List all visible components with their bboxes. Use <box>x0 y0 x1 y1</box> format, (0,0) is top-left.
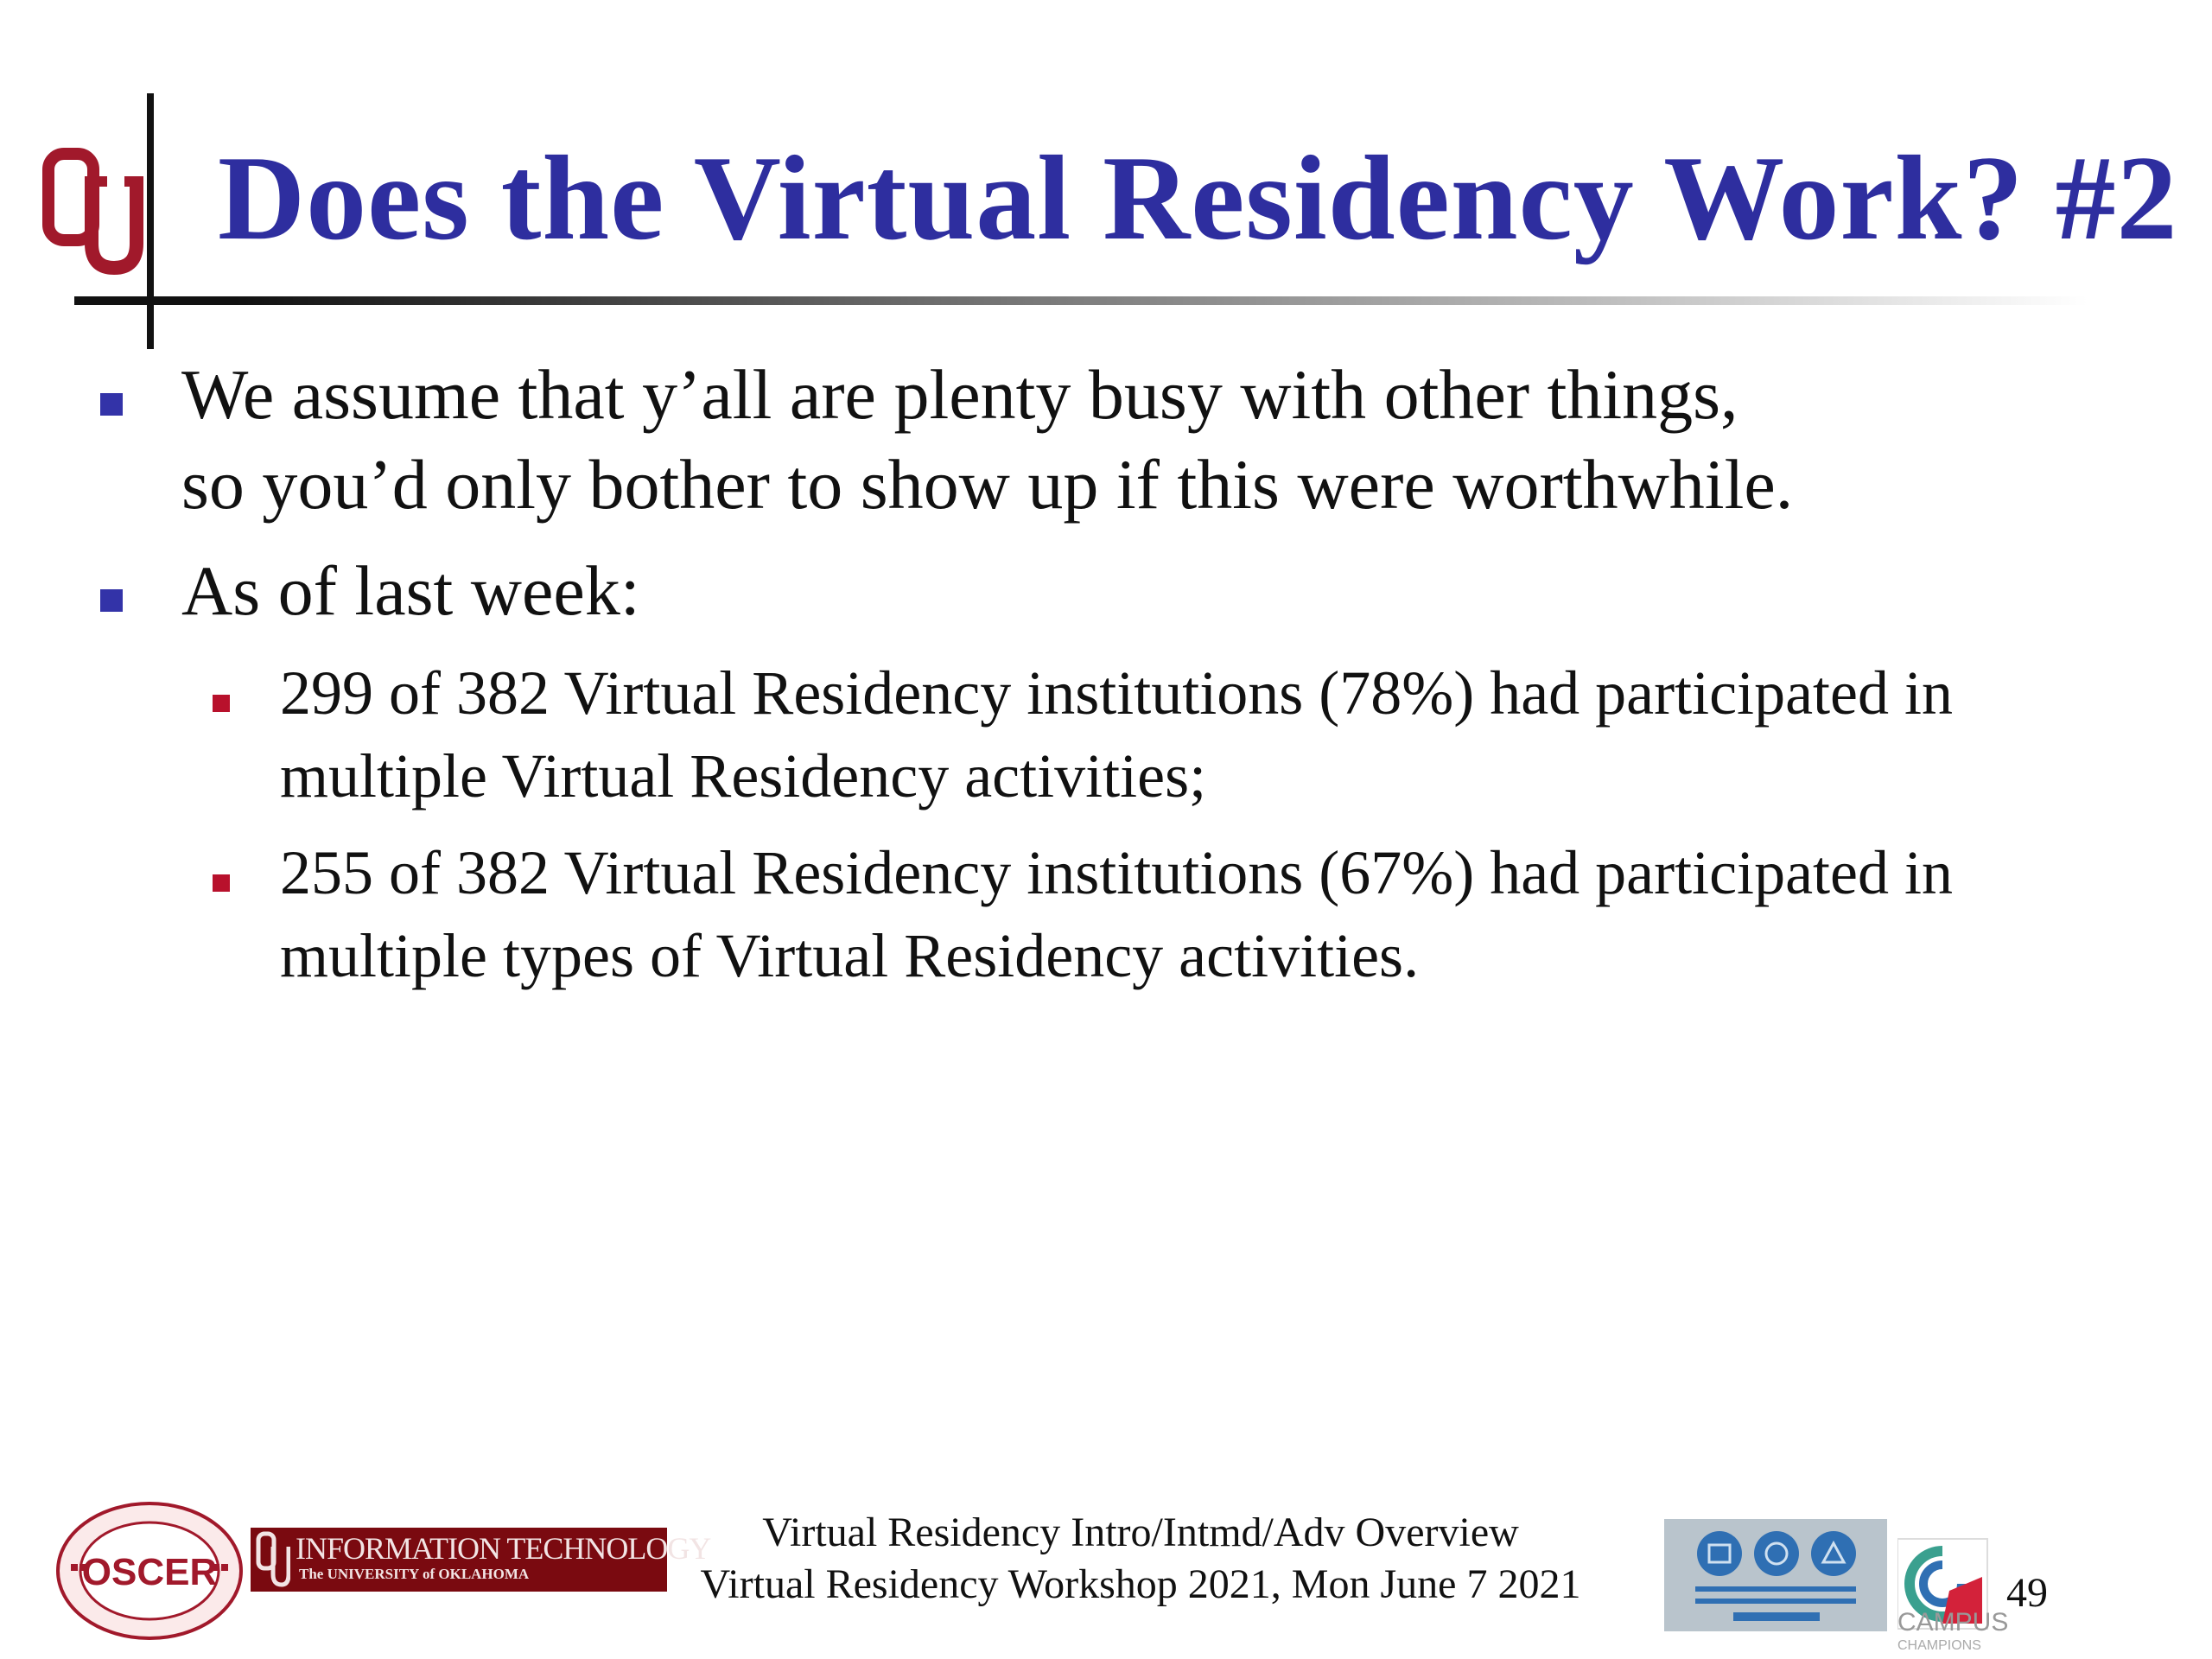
oscer-logo-text: OSCER <box>81 1551 218 1593</box>
aci-ref-logo-icon <box>1664 1519 1887 1631</box>
sub-bullet-line: multiple Virtual Residency activities; <box>280 741 1207 810</box>
sub-bullet-line: multiple types of Virtual Residency activities. <box>280 921 1420 990</box>
it-logo-subtitle: The UNIVERSITY of OKLAHOMA <box>299 1566 530 1582</box>
it-logo-title: INFORMATION TECHNOLOGY <box>296 1531 711 1566</box>
ou-small-icon <box>256 1531 290 1588</box>
bullet-item <box>181 546 640 636</box>
sub-bullet-item <box>280 652 1953 817</box>
bullet-item <box>181 350 1793 530</box>
footer-line-2: Virtual Residency Workshop 2021, Mon June 7 2021 <box>700 1561 1581 1607</box>
it-logo <box>251 1528 711 1592</box>
slide-title: Does the Virtual Residency Work? #2 <box>218 131 2178 265</box>
bullet-line: so you’d only bother to show up if this were worthwhile. <box>181 445 1794 524</box>
oscer-logo-icon <box>54 1500 245 1642</box>
header-horizontal-rule <box>74 296 2088 305</box>
sub-bullet-line: 299 of 382 Virtual Residency institutions (78%) had participated in <box>280 658 1953 728</box>
sub-bullet-marker <box>213 695 230 712</box>
campus-champions-subtitle: CHAMPIONS <box>1897 1638 1981 1653</box>
footer-caption <box>665 1507 1616 1611</box>
sub-bullet-marker <box>213 874 230 892</box>
sub-bullet-line: 255 of 382 Virtual Residency institutions (67%) had participated in <box>280 838 1953 907</box>
header-vertical-rule <box>147 93 154 349</box>
bullet-line: We assume that y’all are plenty busy with other things, <box>181 355 1738 434</box>
ou-logo-icon <box>41 147 143 276</box>
footer-line-1: Virtual Residency Intro/Intmd/Adv Overview <box>762 1510 1519 1555</box>
sub-bullet-item <box>280 831 1953 997</box>
bullet-marker <box>100 393 123 416</box>
bullet-line: As of last week: <box>181 551 640 630</box>
page-number: 49 <box>2006 1570 2048 1616</box>
bullet-marker <box>100 589 123 612</box>
campus-champions-title: CAMPUS <box>1897 1608 2009 1637</box>
